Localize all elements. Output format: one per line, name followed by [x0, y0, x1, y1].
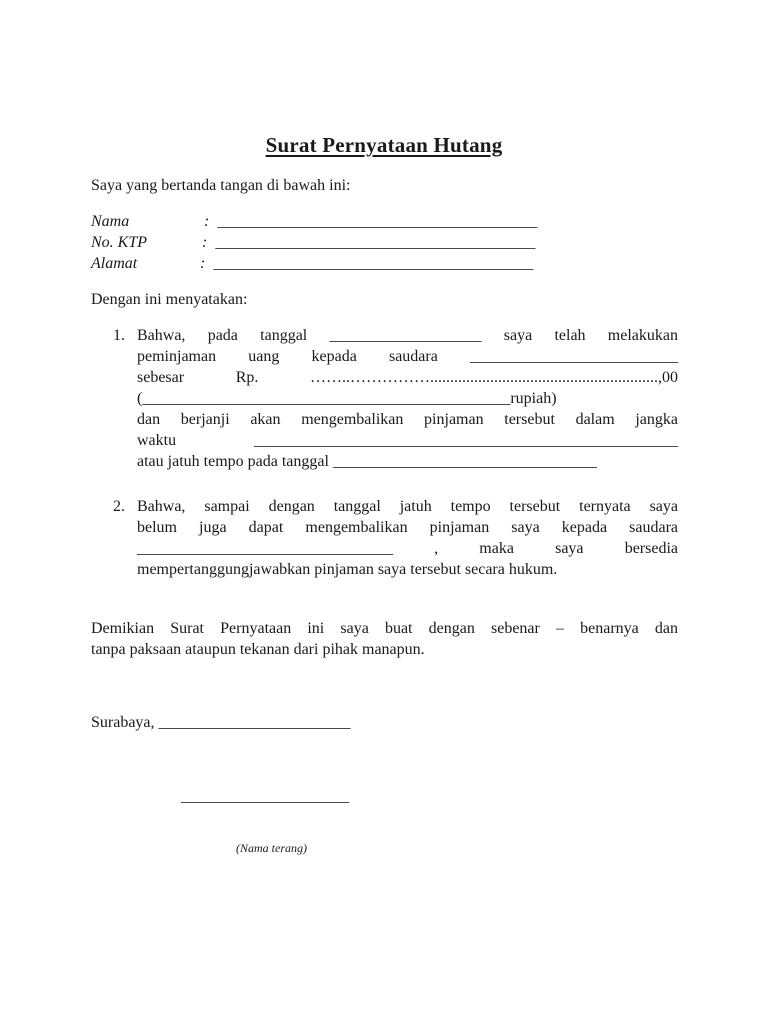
- list-item-line: dan berjanji akan mengembalikan pinjaman tersebut dalam jangka: [137, 411, 678, 428]
- field-separator: :: [202, 234, 208, 251]
- list-item-line: Bahwa, pada tanggal ___________________ saya telah melakukan: [137, 327, 678, 344]
- list-item-line: atau jatuh tempo pada tanggal _________________________________: [137, 453, 597, 470]
- list-item-2: [113, 496, 678, 580]
- list-item-line: mempertanggungjawabkan pinjaman saya tersebut secara hukum.: [137, 561, 558, 578]
- field-alamat: [91, 253, 533, 274]
- place-date-line: Surabaya, ________________________: [91, 714, 351, 731]
- signature-line: _____________________: [181, 788, 349, 805]
- list-item-line: Bahwa, sampai dengan tanggal jatuh tempo tersebut ternyata saya: [137, 498, 678, 515]
- field-separator: :: [200, 255, 206, 272]
- declaration-intro: Dengan ini menyatakan:: [91, 291, 248, 308]
- list-item-line: belum juga dapat mengembalikan pinjaman saya kepada saudara: [137, 519, 678, 536]
- list-item-1: [113, 325, 678, 472]
- field-blank: ________________________________________: [217, 213, 538, 230]
- list-item-number: 1.: [113, 327, 125, 344]
- list-item-number: 2.: [113, 498, 125, 515]
- field-separator: :: [204, 213, 210, 230]
- signature-caption: (Nama terang): [236, 841, 307, 855]
- list-item-line: sebesar Rp. ……..…………….........................................................,00: [137, 369, 678, 386]
- list-item-line: peminjaman uang kepada saudara __________________________: [137, 348, 678, 365]
- list-item-line: (______________________________________________rupiah): [137, 390, 557, 407]
- list-item-line: ________________________________ , maka saya bersedia: [137, 540, 678, 557]
- closing-line: Demikian Surat Pernyataan ini saya buat dengan sebenar – benarnya dan: [91, 620, 678, 637]
- field-no-ktp: [91, 232, 535, 253]
- field-label: No. KTP: [91, 234, 148, 251]
- intro-text: Saya yang bertanda tangan di bawah ini:: [91, 177, 351, 194]
- field-label: Nama: [91, 213, 130, 230]
- closing-line: tanpa paksaan ataupun tekanan dari pihak manapun.: [91, 641, 425, 658]
- field-blank: ________________________________________: [213, 255, 534, 272]
- closing-paragraph: [91, 618, 678, 660]
- document-title: Surat Pernyataan Hutang: [265, 133, 503, 157]
- list-item-line: waktu _____________________________________________________: [137, 432, 678, 449]
- field-blank: ________________________________________: [215, 234, 536, 251]
- field-nama: [91, 211, 537, 232]
- field-label: Alamat: [91, 255, 138, 272]
